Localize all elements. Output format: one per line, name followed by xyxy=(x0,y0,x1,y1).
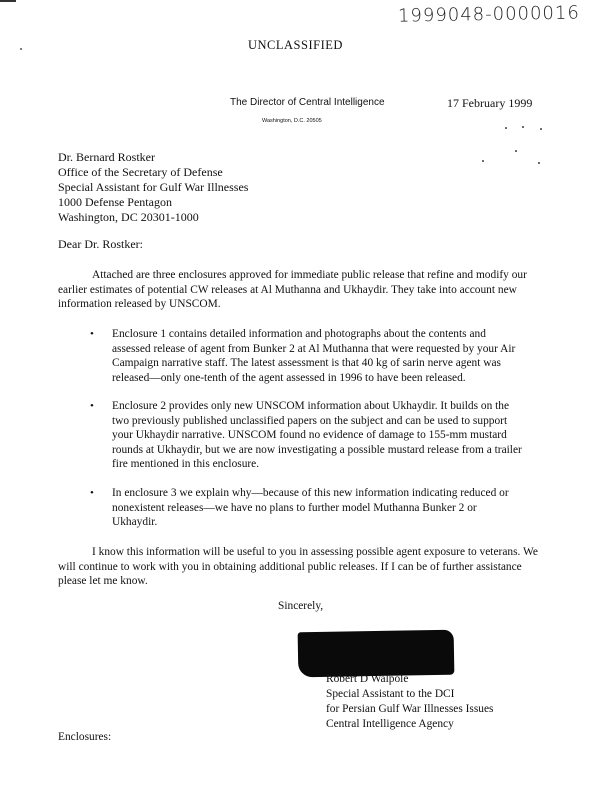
complimentary-close: Sincerely, xyxy=(278,600,324,612)
classification-marking: UNCLASSIFIED xyxy=(248,38,343,52)
signer-title: Special Assistant to the DCI xyxy=(326,688,455,700)
letterhead-sender: The Director of Central Intelligence xyxy=(230,97,385,108)
recipient-office: Office of the Secretary of Defense xyxy=(58,165,223,179)
salutation: Dear Dr. Rostker: xyxy=(58,237,143,251)
signer-agency: Central Intelligence Agency xyxy=(326,718,454,730)
closing-text: I know this information will be useful to you in assessing possible agent exposure to veterans. We will continue to work with you in obtaining additional public releases. If I can be of further assistance please let me know. xyxy=(58,546,538,588)
bullet-enclosure-1: Enclosure 1 contains detailed information and photographs about the contents and assessed release of agent from Bunker 2 at Al Muthanna that were requested by your Air Campaign narrative staff. The latest assessment is that 40 kg of sarin nerve agent was released—only one-tenth of the agent assessed in 1996 to have been released. xyxy=(112,328,516,384)
recipient-street: 1000 Defense Pentagon xyxy=(58,195,172,209)
scan-speck xyxy=(538,162,540,164)
scan-speck xyxy=(540,128,542,130)
letterhead-city: Washington, D.C. 20505 xyxy=(262,118,322,124)
document-number: 1999048-0000016 xyxy=(397,2,580,27)
bullet-marker: • xyxy=(90,328,94,340)
letter-date: 17 February 1999 xyxy=(447,96,533,110)
redacted-signature xyxy=(298,630,455,678)
scan-speck xyxy=(522,126,524,128)
bullet-marker: • xyxy=(90,400,94,412)
signature-block xyxy=(326,672,493,732)
bullet-enclosure-3: In enclosure 3 we explain why—because of this new information indicating reduced or nonexistent releases—we have no plans to further model Muthanna Bunker 2 or Ukhaydir. xyxy=(112,487,509,529)
intro-text: Attached are three enclosures approved for immediate public release that refine and modify our earlier estimates of potential CW releases at Al Muthanna and Ukhaydir. They take into account new information released by UNSCOM. xyxy=(58,269,527,311)
bullet-marker: • xyxy=(90,487,94,499)
enclosures-label: Enclosures: xyxy=(58,731,112,743)
recipient-address xyxy=(58,150,248,225)
scan-speck xyxy=(20,48,22,50)
closing-paragraph xyxy=(58,545,548,589)
recipient-city: Washington, DC 20301-1000 xyxy=(58,210,199,224)
scan-speck xyxy=(505,127,507,129)
signer-name: Robert D Walpole xyxy=(326,673,409,685)
recipient-title: Special Assistant for Gulf War Illnesses xyxy=(58,180,249,194)
signer-subtitle: for Persian Gulf War Illnesses Issues xyxy=(326,703,494,715)
scan-mark xyxy=(0,0,16,2)
recipient-name: Dr. Bernard Rostker xyxy=(58,150,155,164)
scan-speck xyxy=(482,160,484,162)
bullet-enclosure-2: Enclosure 2 provides only new UNSCOM information about Ukhaydir. It builds on the two previously published unclassified papers on the subject and can be used to support your Ukhaydir narrative. UNSCOM found no evidence of damage to 155-mm mustard rounds at Ukhaydir, but we are now investigating a possible mustard release from a trailer fire mentioned in this enclosure. xyxy=(112,400,522,471)
scan-speck xyxy=(515,150,517,152)
intro-paragraph xyxy=(58,268,538,312)
